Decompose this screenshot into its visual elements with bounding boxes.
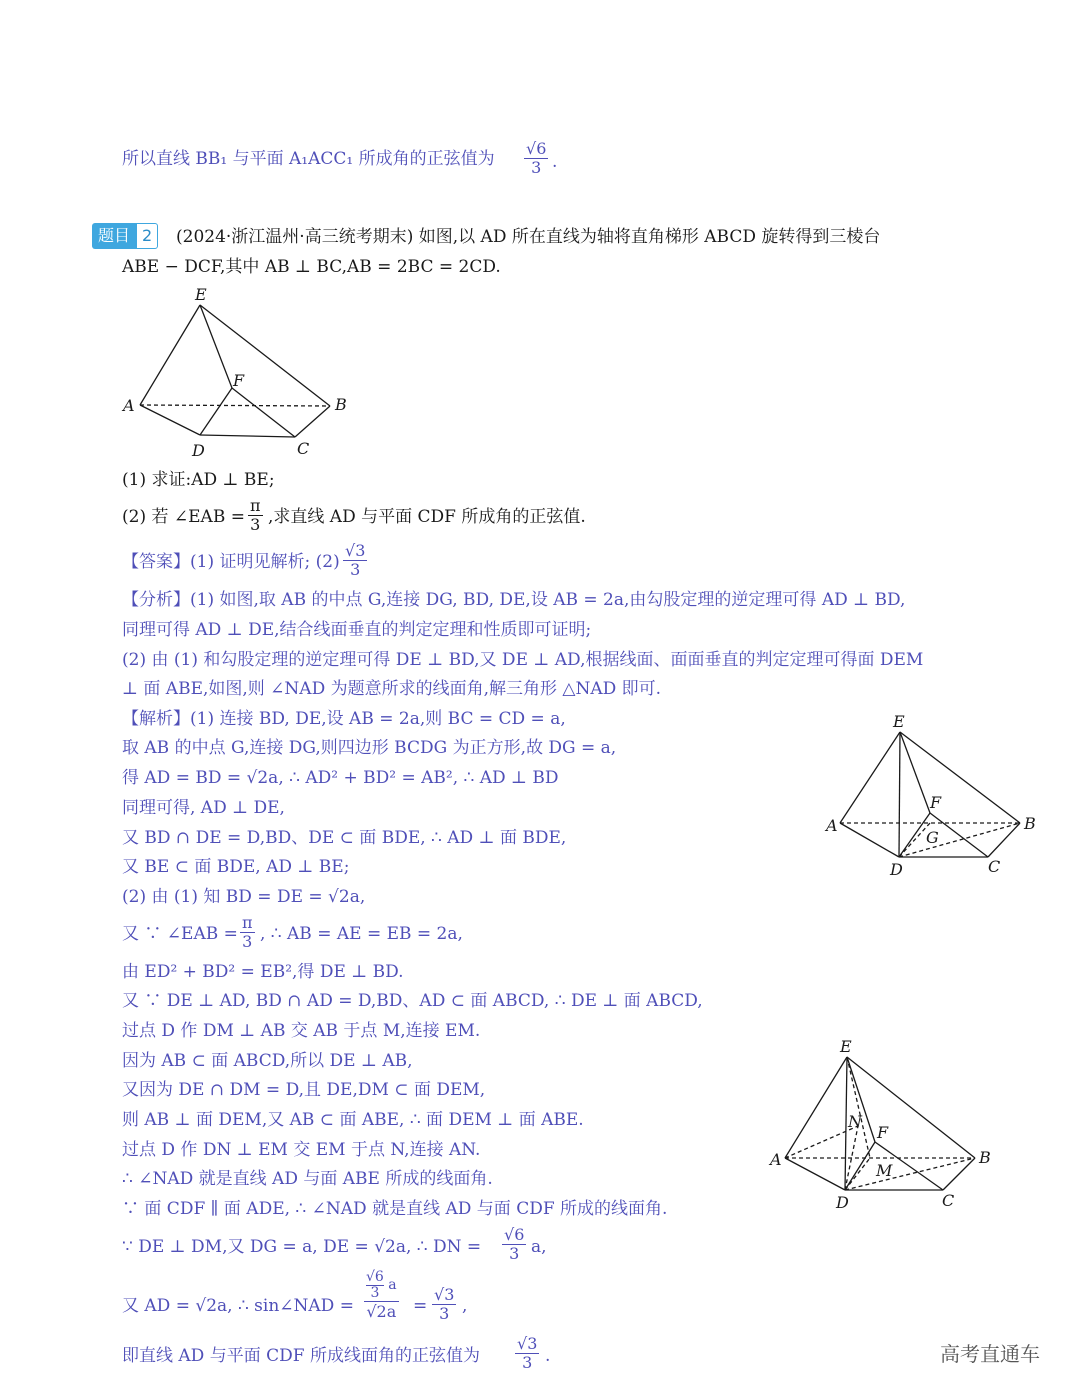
- prev-frac-num: √6: [526, 139, 547, 158]
- sol-eq3-inner-den: 3: [370, 1285, 380, 1301]
- sol-eq1-pre: 又 ∵ ∠EAB =: [122, 924, 238, 944]
- label-G: G: [926, 828, 939, 847]
- label-N: N: [848, 1112, 862, 1131]
- sol-eq1-fraction: [240, 914, 255, 951]
- label-D: D: [890, 860, 903, 879]
- label-B: B: [335, 395, 347, 414]
- solution-line-4: 同理可得, AD ⊥ DE,: [122, 798, 285, 818]
- edge-DB-hidden: [845, 1158, 975, 1190]
- edge-AB-hidden: [140, 405, 330, 406]
- question-1: (1) 求证:AD ⊥ BE;: [122, 470, 275, 490]
- label-C: C: [942, 1191, 955, 1210]
- label-E: E: [195, 285, 207, 304]
- sol-eq3-num-tail: a: [388, 1277, 397, 1293]
- edge-EA: [785, 1057, 847, 1158]
- solution-line-2: 取 AB 的中点 G,连接 DG,则四边形 BCDG 为正方形,故 DG = a,: [122, 738, 617, 758]
- sol-eq3-den: √2a: [366, 1302, 397, 1321]
- sol-eq1-num: π: [242, 913, 253, 932]
- solution-line-6: 又 BE ⊂ 面 BDE, AD ⊥ BE;: [122, 857, 350, 877]
- solution2-line-7: 过点 D 作 DN ⊥ EM 交 EM 于点 N,连接 AN.: [122, 1140, 481, 1160]
- sol-eq2-post: a,: [531, 1237, 547, 1257]
- prev-text: 所以直线 BB₁ 与平面 A₁ACC₁ 所成角的正弦值为: [122, 149, 495, 169]
- sol-eq3-result-fraction: [432, 1286, 456, 1323]
- sol-eq2-fraction: [502, 1226, 526, 1263]
- problem-line2: ABE − DCF,其中 AB ⊥ BC,AB = 2BC = 2CD.: [122, 257, 501, 277]
- solution-line-3: 得 AD = BD = √2a, ∴ AD² + BD² = AB², ∴ AD ⊥ BD: [122, 768, 559, 788]
- sol-final-post: .: [545, 1346, 551, 1366]
- solution2-line-5: 又因为 DE ∩ DM = D,且 DE,DM ⊂ 面 DEM,: [122, 1080, 486, 1100]
- sol-eq3-complex-fraction: [364, 1270, 399, 1322]
- solution-line-1: 【解析】(1) 连接 BD, DE,设 AB = 2a,则 BC = CD = a,: [122, 709, 566, 729]
- edge-AD: [785, 1158, 845, 1190]
- answer-line: 【答案】(1) 证明见解析; (2): [122, 552, 340, 572]
- label-A: A: [770, 1150, 782, 1169]
- edge-DF: [200, 388, 232, 435]
- answer-fraction: [343, 542, 367, 579]
- solution-line-7: (2) 由 (1) 知 BD = DE = √2a,: [122, 887, 366, 907]
- edge-FC: [232, 388, 295, 437]
- prev-conclusion: [122, 147, 495, 171]
- figure-1-frustum: [115, 280, 365, 465]
- label-B: B: [1024, 814, 1036, 833]
- edge-EA: [140, 305, 200, 405]
- problem-tag-number: 2: [136, 223, 158, 249]
- question-2-fraction: [248, 497, 263, 534]
- sol-eq2-den: 3: [509, 1244, 520, 1263]
- sol-eq1-post: , ∴ AB = AE = EB = 2a,: [260, 924, 463, 944]
- sol-final-pre: 即直线 AD 与平面 CDF 所成线面角的正弦值为: [122, 1346, 480, 1366]
- edge-ED: [899, 732, 900, 857]
- label-C: C: [297, 439, 310, 458]
- label-M: M: [876, 1161, 893, 1180]
- sol-final-fraction: [515, 1335, 539, 1372]
- sol-eq2-num: √6: [504, 1225, 525, 1244]
- solution-line-5: 又 BD ∩ DE = D,BD、DE ⊂ 面 BDE, ∴ AD ⊥ 面 BDE,: [122, 828, 567, 848]
- sol-eq3-pre: 又 AD = √2a, ∴ sin∠NAD =: [122, 1296, 354, 1316]
- analysis-line-4: ⊥ 面 ABE,如图,则 ∠NAD 为题意所求的线面角,解三角形 △NAD 即可.: [122, 679, 662, 699]
- problem-line1: (2024·浙江温州·高三统考期末) 如图,以 AD 所在直线为轴将直角梯形 ABCD 旋转得到三棱台: [176, 227, 881, 247]
- sol-final-num: √3: [517, 1334, 538, 1353]
- label-C: C: [988, 857, 1001, 876]
- answer-frac-den: 3: [350, 560, 361, 579]
- prev-frac-den: 3: [531, 158, 542, 177]
- watermark: 高考直通车: [940, 1342, 1040, 1366]
- sol-eq3-post: ,: [462, 1296, 468, 1316]
- edge-CB: [295, 406, 330, 437]
- analysis-line-1: 【分析】(1) 如图,取 AB 的中点 G,连接 DG, BD, DE,设 AB = 2a,由勾股定理的逆定理可得 AD ⊥ BD,: [122, 590, 906, 610]
- sol-eq3-den2: 3: [439, 1304, 450, 1323]
- solution2-line-6: 则 AB ⊥ 面 DEM,又 AB ⊂ 面 ABE, ∴ 面 DEM ⊥ 面 ABE.: [122, 1110, 584, 1130]
- solution2-line-2: 又 ∵ DE ⊥ AD, BD ∩ AD = D,BD、AD ⊂ 面 ABCD, ∴ DE ⊥ 面 ABCD,: [122, 991, 703, 1011]
- solution2-line-9: ∵ 面 CDF ∥ 面 ADE, ∴ ∠NAD 就是直线 AD 与面 CDF 所成的线面角.: [122, 1199, 668, 1219]
- prev-end: .: [552, 152, 558, 172]
- solution2-line-1: 由 ED² + BD² = EB²,得 DE ⊥ BD.: [122, 962, 404, 982]
- q2-frac-den: 3: [250, 515, 261, 534]
- solution2-line-8: ∴ ∠NAD 就是直线 AD 与面 ABE 所成的线面角.: [122, 1169, 493, 1189]
- problem-tag-label: 题目: [92, 223, 136, 249]
- prev-fraction: [524, 140, 548, 177]
- problem-tag: [92, 223, 158, 249]
- label-F: F: [233, 371, 245, 390]
- question-2-post: ,求直线 AD 与平面 CDF 所成角的正弦值.: [268, 507, 586, 527]
- solution2-line-4: 因为 AB ⊂ 面 ABCD,所以 DE ⊥ AB,: [122, 1051, 413, 1071]
- sol-eq1-den: 3: [242, 932, 253, 951]
- label-F: F: [877, 1123, 889, 1142]
- question-2-pre: (2) 若 ∠EAB =: [122, 507, 245, 527]
- solution2-line-3: 过点 D 作 DM ⊥ AB 交 AB 于点 M,连接 EM.: [122, 1021, 481, 1041]
- analysis-line-2: 同理可得 AD ⊥ DE,结合线面垂直的判定定理和性质即可证明;: [122, 620, 592, 640]
- label-D: D: [836, 1193, 849, 1212]
- label-A: A: [123, 396, 135, 415]
- edge-EA: [840, 732, 900, 823]
- sol-eq3-inner-num: √6: [366, 1269, 384, 1285]
- label-F: F: [930, 793, 942, 812]
- edge-ED: [845, 1057, 847, 1190]
- edge-CB: [943, 1158, 975, 1190]
- edge-AD: [840, 823, 899, 857]
- label-D: D: [192, 441, 205, 460]
- figure-2-frustum-with-G: [820, 705, 1050, 885]
- edge-AD: [140, 405, 200, 435]
- sol-eq3-num2: √3: [434, 1285, 455, 1304]
- label-B: B: [979, 1148, 991, 1167]
- sol-eq2-pre: ∵ DE ⊥ DM,又 DG = a, DE = √2a, ∴ DN =: [122, 1237, 482, 1257]
- sol-eq3-numerator: [364, 1270, 399, 1302]
- edge-DC: [200, 435, 295, 437]
- q2-frac-num: π: [250, 496, 261, 515]
- label-E: E: [840, 1037, 852, 1056]
- edge-DB-hidden: [899, 823, 1020, 857]
- figure-3-frustum-with-NM: [760, 1030, 1000, 1215]
- analysis-line-3: (2) 由 (1) 和勾股定理的逆定理可得 DE ⊥ BD,又 DE ⊥ AD,根据线面、面面垂直的判定定理可得面 DEM: [122, 650, 924, 670]
- answer-frac-num: √3: [345, 541, 366, 560]
- edge-EB: [900, 732, 1020, 823]
- sol-eq3-eq: =: [413, 1296, 428, 1316]
- label-E: E: [893, 712, 905, 731]
- label-A: A: [826, 816, 838, 835]
- sol-final-den: 3: [522, 1353, 533, 1372]
